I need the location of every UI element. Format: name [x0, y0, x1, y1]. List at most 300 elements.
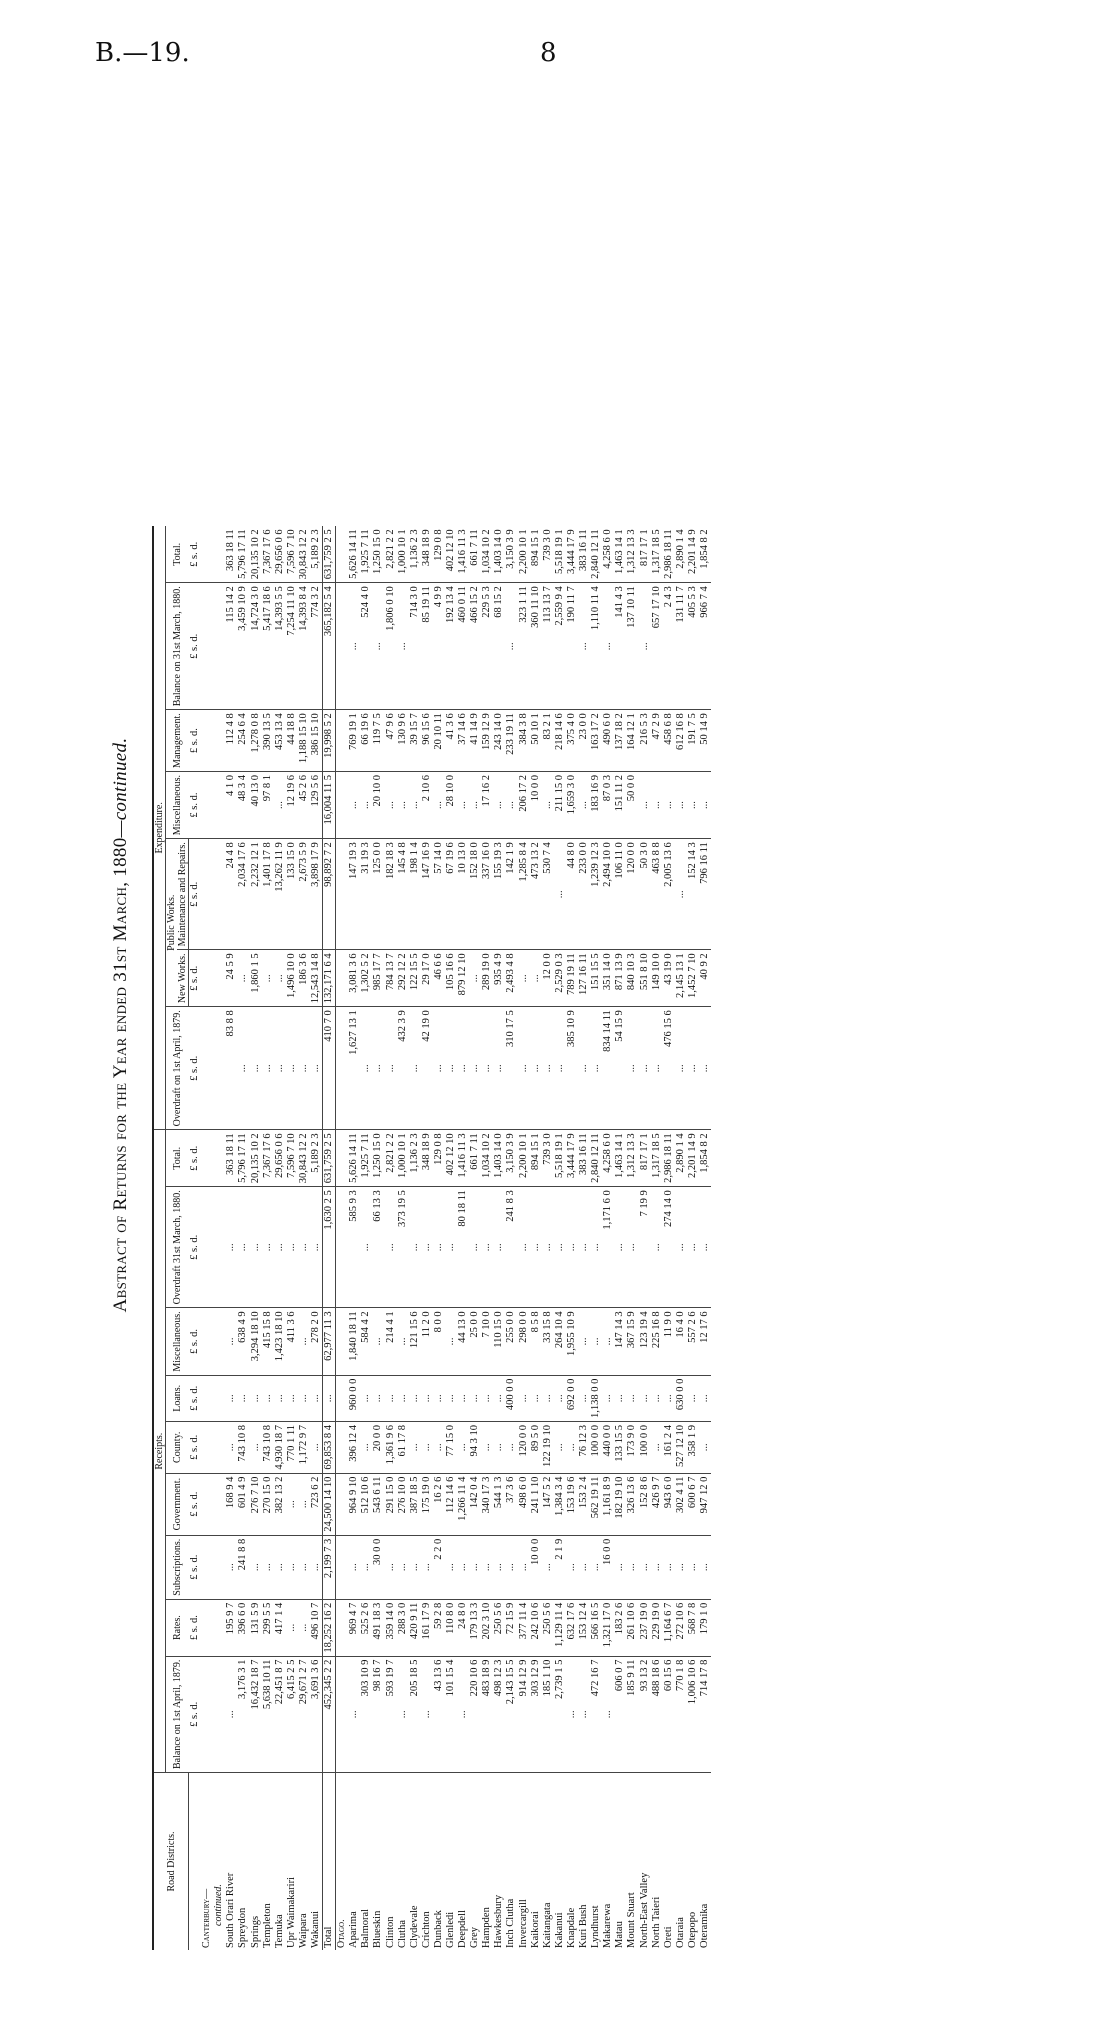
amount-cell: 1,302 5 2	[360, 950, 372, 1007]
unit-cell: £ s. d.	[189, 526, 202, 582]
amount-cell: 1,416 11 3	[457, 1130, 469, 1187]
table-row	[237, 526, 249, 1950]
amount-cell: ...	[493, 1375, 505, 1421]
amount-cell	[336, 1421, 349, 1473]
amount-cell: ...	[651, 1375, 663, 1421]
amount-cell: 47 9 6	[385, 710, 397, 772]
amount-cell: 303 12 9	[530, 1656, 542, 1772]
district-name: Glenledi	[445, 1911, 457, 1948]
amount-cell: 1,384 3 4	[554, 1473, 566, 1535]
amount-cell: ...	[310, 1375, 323, 1421]
amount-cell: ...	[348, 771, 360, 838]
unit-cell: £ s. d.	[189, 1421, 202, 1473]
amount-cell: 894 15 1	[530, 1130, 542, 1187]
amount-cell: 37 3 6	[505, 1473, 517, 1535]
amount-cell: ...	[385, 1535, 397, 1599]
amount-cell: 30 0 0	[372, 1535, 384, 1599]
amount-cell: ...	[372, 1007, 384, 1130]
amount-cell: 657 17 10	[651, 583, 663, 710]
amount-cell	[336, 771, 349, 838]
district-name: South Orari River	[225, 1872, 237, 1948]
amount-cell: 985 17 7	[372, 950, 384, 1007]
col-balance-1880: Balance on 31st March, 1880.	[166, 583, 189, 710]
amount-cell: 337 16 0	[481, 839, 493, 950]
amount-cell: 914 12 9	[518, 1656, 530, 1772]
amount-cell	[213, 1473, 225, 1535]
amount-cell: ...	[518, 1535, 530, 1599]
amount-cell: ...	[433, 771, 445, 838]
amount-cell: 1,452 7 10	[687, 950, 699, 1007]
amount-cell: 30,843 12 2	[298, 526, 310, 582]
amount-cell: ...	[638, 1535, 650, 1599]
amount-cell: 358 1 9	[687, 1421, 699, 1473]
amount-cell: 496 10 7	[310, 1599, 323, 1656]
amount-cell: 1,110 11 4	[590, 583, 602, 710]
amount-cell: 7,596 7 10	[286, 1130, 298, 1187]
amount-cell: 40 13 0	[249, 771, 261, 838]
amount-cell: ...	[469, 771, 481, 838]
amount-cell	[336, 1535, 349, 1599]
amount-cell: ...	[602, 1656, 614, 1772]
table-row	[225, 526, 237, 1950]
amount-cell: ...	[249, 1375, 261, 1421]
amount-cell: ...	[360, 1007, 372, 1130]
amount-cell: 83 2 1	[542, 710, 554, 772]
amount-cell: 525 2 6	[360, 1599, 372, 1656]
amount-cell: ...	[298, 1308, 310, 1375]
amount-cell: ...	[518, 1375, 530, 1421]
col-government: Government.	[166, 1473, 189, 1535]
amount-cell: ...	[262, 1535, 274, 1599]
amount-cell: 59 2 8	[433, 1599, 445, 1656]
district-name: Wakanui	[309, 1910, 321, 1948]
amount-cell: 351 14 0	[602, 950, 614, 1007]
amount-cell: 278 2 0	[310, 1308, 323, 1375]
amount-cell: 127 16 11	[578, 950, 590, 1007]
amount-cell: ...	[469, 950, 481, 1007]
amount-cell: ...	[237, 1187, 249, 1308]
amount-cell: ...	[675, 1007, 687, 1130]
table-row	[481, 526, 493, 1950]
amount-cell: 488 18 6	[651, 1656, 663, 1772]
section-heading-row	[336, 526, 349, 1950]
amount-cell: 121 15 6	[409, 1308, 421, 1375]
amount-cell: ...	[298, 1599, 310, 1656]
amount-cell: 89 5 0	[530, 1421, 542, 1473]
amount-cell: 20 0 0	[372, 1421, 384, 1473]
amount-cell: 3,294 18 10	[249, 1308, 261, 1375]
amount-cell: 935 4 9	[493, 950, 505, 1007]
amount-cell	[201, 1421, 213, 1473]
rotated-table-area	[110, 100, 1110, 1950]
amount-cell: 476 15 6	[663, 1007, 675, 1130]
amount-cell: 373 19 5	[397, 1187, 409, 1308]
amount-cell: 452,345 2 2	[323, 1656, 336, 1772]
amount-cell: 1,136 2 3	[409, 1130, 421, 1187]
group-expenditure: Expenditure.	[153, 526, 166, 1129]
amount-cell: ...	[578, 1375, 590, 1421]
amount-cell: ...	[481, 1535, 493, 1599]
amount-cell: 229 5 3	[481, 583, 493, 710]
section-subheading-row	[213, 526, 225, 1950]
amount-cell: ...	[542, 1535, 554, 1599]
amount-cell	[336, 1007, 349, 1130]
amount-cell: 498 12 3	[493, 1656, 505, 1772]
amount-cell	[213, 1187, 225, 1308]
amount-cell: 159 12 9	[481, 710, 493, 772]
district-name: Kuri Bush	[578, 1904, 590, 1948]
amount-cell: 1,138 0 0	[590, 1375, 602, 1421]
amount-cell: 12,543 14 8	[310, 950, 323, 1007]
amount-cell: 770 1 8	[675, 1656, 687, 1772]
amount-cell: ...	[237, 1375, 249, 1421]
amount-cell: 175 19 0	[421, 1473, 433, 1535]
amount-cell: 1,000 10 1	[397, 526, 409, 582]
amount-cell: ...	[286, 1007, 298, 1130]
table-row	[360, 526, 372, 1950]
district-name: Crichton	[420, 1911, 432, 1948]
section-heading-row	[201, 526, 213, 1950]
amount-cell	[213, 1535, 225, 1599]
amount-cell: 83 8 8	[225, 1007, 237, 1130]
title-suffix: —continued.	[110, 737, 131, 838]
amount-cell: 417 1 4	[274, 1599, 286, 1656]
amount-cell: 3,444 17 9	[566, 526, 578, 582]
amount-cell: 2,890 1 4	[675, 526, 687, 582]
amount-cell: 205 18 5	[409, 1656, 421, 1772]
amount-cell: 43 19 0	[663, 950, 675, 1007]
table-row	[614, 526, 626, 1950]
amount-cell: 66 13 3	[372, 1187, 384, 1308]
amount-cell: 50 0 0	[626, 771, 638, 838]
amount-cell: 41 3 6	[445, 710, 457, 772]
amount-cell: 7,254 11 10	[286, 583, 298, 710]
amount-cell	[336, 583, 349, 710]
amount-cell: 5,626 14 11	[348, 1130, 360, 1187]
amount-cell: ...	[385, 1007, 397, 1130]
amount-cell: 67 19 6	[445, 839, 457, 950]
amount-cell: ...	[445, 1375, 457, 1421]
amount-cell: 894 15 1	[530, 526, 542, 582]
amount-cell: 97 8 1	[262, 771, 274, 838]
amount-cell: ...	[469, 1375, 481, 1421]
amount-cell: 770 1 11	[286, 1421, 298, 1473]
unit-cell: £ s. d.	[189, 1007, 202, 1130]
district-name: North Taieri	[650, 1896, 662, 1948]
amount-cell: 1,285 8 4	[518, 839, 530, 950]
table-row	[274, 526, 286, 1950]
amount-cell: ...	[530, 1187, 542, 1308]
amount-cell: ...	[409, 1421, 421, 1473]
amount-cell: ...	[457, 771, 469, 838]
amount-cell: ...	[651, 1187, 663, 1308]
amount-cell: 186 3 6	[298, 950, 310, 1007]
district-name: Oteramika	[698, 1903, 710, 1948]
amount-cell: 133 15 0	[286, 839, 298, 950]
amount-cell: 12 19 6	[286, 771, 298, 838]
amount-cell	[336, 526, 349, 582]
amount-cell: 161 17 9	[421, 1599, 433, 1656]
table-row	[505, 526, 517, 1950]
amount-cell: 1,401 17 8	[262, 839, 274, 950]
amount-cell: 6,415 2 5	[286, 1656, 298, 1772]
amount-cell: 100 0 0	[590, 1421, 602, 1473]
amount-cell: 411 3 6	[286, 1308, 298, 1375]
amount-cell: ...	[274, 771, 286, 838]
amount-cell: 229 19 0	[651, 1599, 663, 1656]
amount-cell: 612 16 8	[675, 710, 687, 772]
amount-cell: 132,171 6 4	[323, 950, 336, 1007]
amount-cell: 43 13 6	[433, 1656, 445, 1772]
amount-cell: 4,258 6 0	[602, 526, 614, 582]
amount-cell: 966 7 4	[699, 583, 711, 710]
amount-cell: 396 12 4	[348, 1421, 360, 1473]
amount-cell: 638 4 9	[237, 1308, 249, 1375]
amount-cell: 383 16 11	[578, 1130, 590, 1187]
amount-cell: ...	[566, 1656, 578, 1772]
amount-cell: ...	[274, 1187, 286, 1308]
table-title	[110, 100, 132, 1950]
amount-cell: 879 12 10	[457, 950, 469, 1007]
amount-cell: ...	[457, 1375, 469, 1421]
table-row	[385, 526, 397, 1950]
table-row	[566, 526, 578, 1950]
amount-cell: ...	[409, 1007, 421, 1130]
amount-cell: 5,189 2 3	[310, 526, 323, 582]
amount-cell: 225 16 8	[651, 1308, 663, 1375]
amount-cell: ...	[651, 1535, 663, 1599]
amount-cell: 1,403 14 0	[493, 526, 505, 582]
amount-cell: 661 7 11	[469, 1130, 481, 1187]
amount-cell: 310 17 5	[505, 1007, 517, 1130]
district-name: Clydevale	[408, 1905, 420, 1948]
district-name: Canterbury—	[201, 1888, 213, 1948]
amount-cell: 237 19 0	[638, 1599, 650, 1656]
amount-cell: ...	[518, 1187, 530, 1308]
amount-cell: 125 0 0	[372, 839, 384, 950]
amount-cell: ...	[542, 771, 554, 838]
table-row	[262, 526, 274, 1950]
amount-cell: 44 18 8	[286, 710, 298, 772]
table-row	[663, 526, 675, 1950]
amount-cell: ...	[638, 583, 650, 710]
district-name: Total	[323, 1773, 336, 1951]
amount-cell: 5,796 17 11	[237, 1130, 249, 1187]
amount-cell: 2,232 12 1	[249, 839, 261, 950]
unit-cell: £ s. d.	[189, 1130, 202, 1187]
amount-cell: 359 14 0	[385, 1599, 397, 1656]
amount-cell: ...	[530, 1007, 542, 1130]
amount-cell: 2,986 18 11	[663, 526, 675, 582]
amount-cell: 1,136 2 3	[409, 526, 421, 582]
amount-cell: ...	[530, 1375, 542, 1421]
amount-cell: 185 1 10	[542, 1656, 554, 1772]
amount-cell: 54 15 9	[614, 1007, 626, 1130]
col-road-districts: Road Districts.	[153, 1773, 189, 1951]
amount-cell: 1,000 10 1	[397, 1130, 409, 1187]
amount-cell: 466 15 2	[469, 583, 481, 710]
district-name: Otepopo	[686, 1911, 698, 1948]
amount-cell: ...	[469, 1187, 481, 1308]
amount-cell: 410 7 0	[323, 1007, 336, 1130]
district-name: Hawkesbury	[493, 1894, 505, 1948]
amount-cell: ...	[397, 771, 409, 838]
amount-cell: ...	[663, 1535, 675, 1599]
amount-cell: 20,135 10 2	[249, 526, 261, 582]
amount-cell: 1,239 12 3	[590, 839, 602, 950]
amount-cell: 385 10 9	[566, 1007, 578, 1130]
amount-cell: ...	[323, 1375, 336, 1421]
amount-cell: 3,898 17 9	[310, 839, 323, 950]
amount-cell: ...	[274, 1007, 286, 1130]
amount-cell: 774 3 2	[310, 583, 323, 710]
amount-cell: 323 1 11	[518, 583, 530, 710]
amount-cell: ...	[409, 1375, 421, 1421]
district-name: Aparima	[348, 1911, 360, 1948]
amount-cell: 13,262 11 9	[274, 839, 286, 950]
amount-cell: 20,135 10 2	[249, 1130, 261, 1187]
amount-cell: 173 9 0	[626, 1421, 638, 1473]
amount-cell: ...	[687, 1007, 699, 1130]
amount-cell: 527 12 10	[675, 1421, 687, 1473]
amount-cell: ...	[469, 1007, 481, 1130]
amount-cell: 1,925 7 11	[360, 1130, 372, 1187]
amount-cell: ...	[445, 1308, 457, 1375]
amount-cell: 743 10 8	[262, 1421, 274, 1473]
amount-cell: 129 5 6	[310, 771, 323, 838]
amount-cell	[213, 1599, 225, 1656]
amount-cell: 147 5 2	[542, 1473, 554, 1535]
amount-cell	[336, 710, 349, 772]
amount-cell: 568 7 8	[687, 1599, 699, 1656]
amount-cell: 85 19 11	[421, 583, 433, 710]
amount-cell: 2,840 12 11	[590, 1130, 602, 1187]
amount-cell: ...	[493, 1421, 505, 1473]
amount-cell: ...	[469, 1535, 481, 1599]
amount-cell: ...	[626, 1187, 638, 1308]
amount-cell: ...	[699, 771, 711, 838]
amount-cell: 16 4 0	[675, 1308, 687, 1375]
amount-cell: 37 14 6	[457, 710, 469, 772]
amount-cell: 93 13 2	[638, 1656, 650, 1772]
district-name: Upr Waimakariri	[285, 1877, 297, 1948]
amount-cell: 544 1 3	[493, 1473, 505, 1535]
amount-cell: ...	[651, 1007, 663, 1130]
amount-cell: 72 15 9	[505, 1599, 517, 1656]
amount-cell: 631,759 2 5	[323, 1130, 336, 1187]
amount-cell: 152 18 0	[469, 839, 481, 950]
amount-cell: ...	[590, 1308, 602, 1375]
amount-cell: 7 10 0	[481, 1308, 493, 1375]
amount-cell: 840 10 3	[626, 950, 638, 1007]
amount-cell: 400 0 0	[505, 1375, 517, 1421]
amount-cell: 131 5 9	[249, 1599, 261, 1656]
amount-cell: 28 10 0	[445, 771, 457, 838]
amount-cell: ...	[687, 771, 699, 838]
table-row	[310, 526, 323, 1950]
unit-cell: £ s. d.	[189, 1375, 202, 1421]
amount-cell: ...	[286, 1375, 298, 1421]
district-name: Lyndhurst	[590, 1905, 602, 1948]
amount-cell: 2,493 4 8	[505, 950, 517, 1007]
table-row	[457, 526, 469, 1950]
table-row	[638, 526, 650, 1950]
amount-cell: ...	[626, 1375, 638, 1421]
amount-cell: ...	[566, 1421, 578, 1473]
amount-cell	[201, 1007, 213, 1130]
district-name: Clutha	[396, 1920, 408, 1948]
amount-cell: 30,843 12 2	[298, 1130, 310, 1187]
amount-cell: 960 0 0	[348, 1375, 360, 1421]
amount-cell: 122 15 5	[409, 950, 421, 1007]
amount-cell: 39 15 7	[409, 710, 421, 772]
amount-cell: 2,201 14 9	[687, 1130, 699, 1187]
amount-cell: 1,463 14 1	[614, 526, 626, 582]
amount-cell: ...	[505, 1535, 517, 1599]
amount-cell	[201, 1473, 213, 1535]
amount-cell: ...	[578, 1308, 590, 1375]
amount-cell: ...	[310, 1421, 323, 1473]
col-rates: Rates.	[166, 1599, 189, 1656]
amount-cell: ...	[249, 1187, 261, 1308]
amount-cell: ...	[675, 839, 687, 950]
district-name: Invercargill	[517, 1899, 529, 1948]
amount-cell: ...	[372, 1375, 384, 1421]
table-row	[286, 526, 298, 1950]
amount-cell: 16 2 6	[433, 1473, 445, 1535]
table-row	[675, 526, 687, 1950]
amount-cell: ...	[505, 1421, 517, 1473]
amount-cell: 472 16 7	[590, 1656, 602, 1772]
amount-cell: 94 3 10	[469, 1421, 481, 1473]
amount-cell: ...	[675, 771, 687, 838]
amount-cell	[213, 771, 225, 838]
amount-cell: 512 10 6	[360, 1473, 372, 1535]
amount-cell: 243 14 0	[493, 710, 505, 772]
district-name: Kaitangata	[541, 1902, 553, 1948]
amount-cell: 211 15 0	[554, 771, 566, 838]
amount-cell: 164 12 1	[626, 710, 638, 772]
amount-cell: ...	[421, 1421, 433, 1473]
unit-cell: £ s. d.	[189, 1656, 202, 1772]
district-name: North-East Valley	[638, 1872, 650, 1948]
amount-cell: 25 0 0	[469, 1308, 481, 1375]
amount-cell: 723 6 2	[310, 1473, 323, 1535]
amount-cell: 473 13 2	[530, 839, 542, 950]
amount-cell: 2,201 14 9	[687, 526, 699, 582]
amount-cell	[336, 1187, 349, 1308]
amount-cell: 10 0 0	[530, 1535, 542, 1599]
amount-cell: 1,630 2 5	[323, 1187, 336, 1308]
amount-cell: 130 9 6	[397, 710, 409, 772]
amount-cell: ...	[421, 1656, 433, 1772]
amount-cell: 2,199 7 3	[323, 1535, 336, 1599]
amount-cell: ...	[663, 1375, 675, 1421]
amount-cell: 16,432 18 7	[249, 1656, 261, 1772]
amount-cell: 524 4 0	[360, 583, 372, 710]
amount-cell: 2,200 10 1	[518, 1130, 530, 1187]
amount-cell: ...	[225, 1535, 237, 1599]
table-row	[626, 526, 638, 1950]
amount-cell: ...	[409, 1187, 421, 1308]
amount-cell: 100 0 0	[638, 1421, 650, 1473]
amount-cell: 1,321 17 0	[602, 1599, 614, 1656]
amount-cell: 152 8 6	[638, 1473, 650, 1535]
amount-cell: ...	[445, 1007, 457, 1130]
amount-cell: 1,171 6 0	[602, 1187, 614, 1308]
amount-cell: 1,627 13 1	[348, 1007, 360, 1130]
district-name: Inch Clutha	[505, 1898, 517, 1948]
